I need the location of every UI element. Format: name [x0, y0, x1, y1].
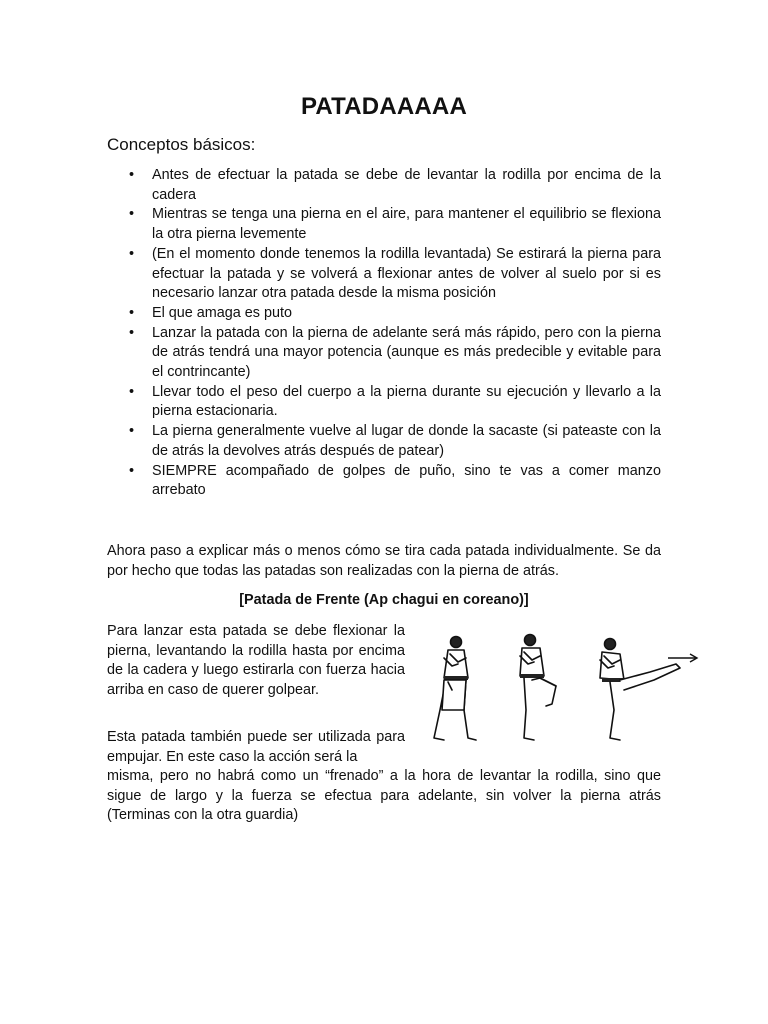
list-item-text: Antes de efectuar la patada se debe de levantar la rodilla por encima de la cadera [152, 167, 661, 203]
section-heading-front-kick: [Patada de Frente (Ap chagui en coreano)] [239, 592, 529, 608]
push-kick-paragraph-rest: misma, pero no habrá como un “frenado” a la hora de levantar la rodilla, sino que sigue de largo y la fuerza se efectua para adelante, sin volver la pierna atrás (Terminas con la otra guardia) [107, 768, 661, 824]
bullet-icon: • [129, 324, 135, 341]
concepts-list [107, 166, 661, 501]
list-item [107, 245, 661, 304]
list-item [107, 205, 661, 244]
fighter-guard-stance-icon [434, 637, 476, 741]
front-kick-paragraph: Para lanzar esta patada se debe flexionar la pierna, levantando la rodilla hasta por encima de la cadera y luego estirarla con fuerza hacia arriba en caso de querer golpear. [107, 623, 405, 699]
list-item [107, 324, 661, 383]
list-item-text: Lanzar la patada con la pierna de adelante será más rápido, pero con la pierna de atrás tendrá una mayor potencia (aunque es más predecible y evitable para el contrincante) [152, 324, 661, 381]
front-kick-illustration [414, 624, 722, 748]
push-kick-paragraph-start: Esta patada también puede ser utilizada para empujar. En este caso la acción será la [107, 729, 405, 765]
list-item [107, 304, 661, 324]
list-item-text: El que amaga es puto [152, 304, 293, 321]
list-item [107, 166, 661, 205]
bullet-icon: • [129, 304, 135, 321]
list-item-text: (En el momento donde tenemos la rodilla levantada) Se estirará la pierna para efectuar la patada y se volverá a flexionar antes de volver al suelo por si es necesario lanzar otra patada desde la misma posición [152, 245, 661, 302]
list-item-text: SIEMPRE acompañado de golpes de puño, sino te vas a comer manzo arrebato [152, 462, 661, 499]
page-title: PATADAAAAA [301, 93, 467, 120]
intro-paragraph: Ahora paso a explicar más o menos cómo se tira cada patada individualmente. Se da por hecho que todas las patadas son realizadas con la pierna de atrás. [107, 543, 661, 579]
list-item-text: Mientras se tenga una pierna en el aire, para mantener el equilibrio se flexiona la otra pierna levemente [152, 206, 661, 243]
bullet-icon: • [129, 245, 135, 262]
list-item [107, 383, 661, 422]
bullet-icon: • [129, 462, 135, 479]
arrow-right-icon [668, 654, 697, 662]
bullet-icon: • [129, 167, 135, 183]
fighter-front-kick-icon [600, 639, 680, 741]
list-item-text: La pierna generalmente vuelve al lugar de donde la sacaste (si pateaste con la de atrás la devolves atrás después de patear) [152, 423, 661, 459]
section-subtitle: Conceptos básicos: [107, 135, 256, 154]
fighter-knee-raise-icon [520, 635, 556, 741]
bullet-icon: • [129, 423, 135, 440]
bullet-icon: • [129, 206, 135, 223]
list-item [107, 422, 661, 461]
bullet-icon: • [129, 383, 135, 400]
list-item [107, 462, 661, 501]
list-item-text: Llevar todo el peso del cuerpo a la pierna durante su ejecución y llevarlo a la pierna estacionaria. [152, 383, 661, 420]
